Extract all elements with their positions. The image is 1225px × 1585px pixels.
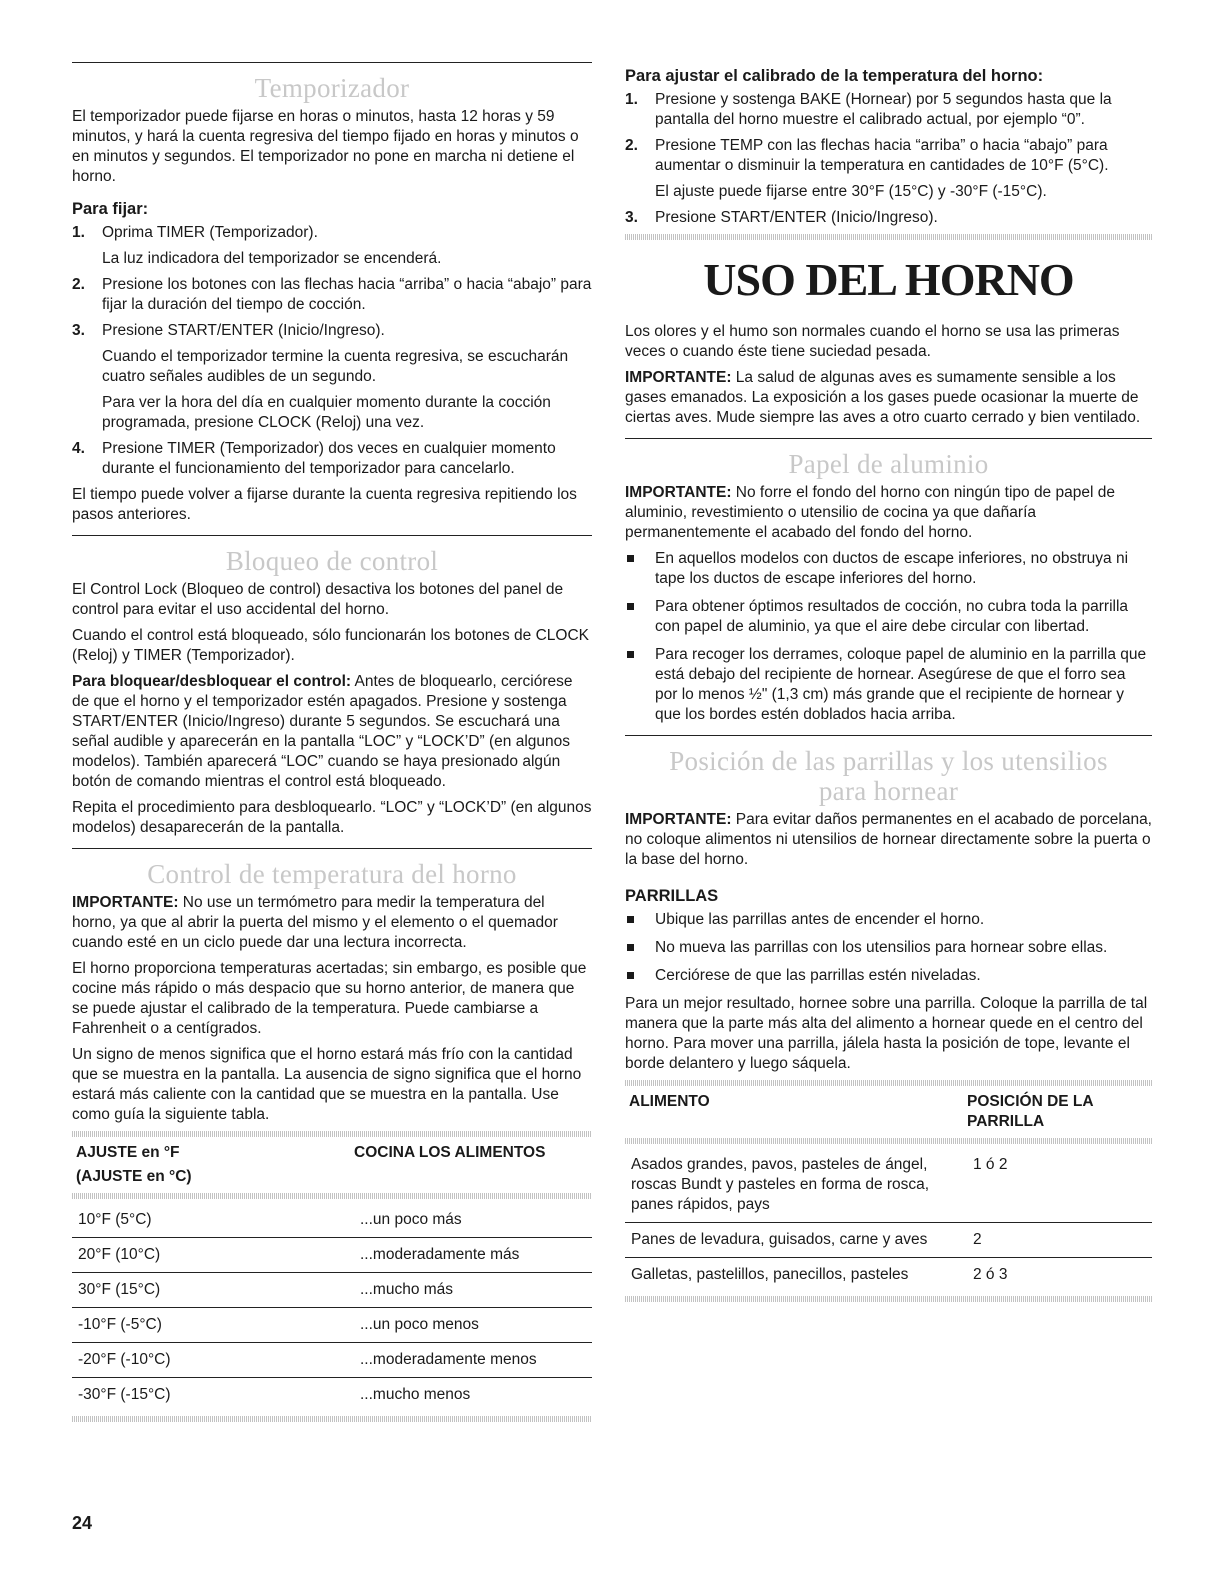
square-bullet-icon xyxy=(627,603,634,610)
lock-p4: Repita el procedimiento para desbloquearlo. “LOC” y “LOCK’D” (en algunos modelos) desaparecerán de la pantalla. xyxy=(72,799,592,836)
main-title: USO DEL HORNO xyxy=(703,254,1074,305)
left-column xyxy=(72,62,592,1426)
section-title-lock: Bloqueo de control xyxy=(225,546,439,576)
temp-table-header-setting xyxy=(72,1141,350,1189)
step-item xyxy=(72,275,592,315)
step-text: Presione y sostenga BAKE (Hornear) por 5 segundos hasta que la pantalla del horno muestre el calibrado actual, por ejemplo “0”. xyxy=(655,91,1112,128)
table-cell: ...un poco más xyxy=(354,1203,592,1238)
temp-p1-rest: No use un termómetro para medir la temperatura del horno, ya que al abrir la puerta del mismo y el elemento o el quemador cuando esté en un ciclo puede dar una lectura incorrecta. xyxy=(72,894,558,951)
temp-p1 xyxy=(72,893,592,953)
table-row xyxy=(72,1273,592,1308)
use-p1: Los olores y el humo son normales cuando el horno se usa las primeras veces o cuando éste tiene suciedad pesada. xyxy=(625,323,1120,360)
header-f: AJUSTE en °F xyxy=(76,1144,180,1161)
timer-steps xyxy=(72,223,592,479)
table-cell: Panes de levadura, guisados, carne y aves xyxy=(625,1223,967,1258)
rack-table-header-position: POSICIÓN DE LA PARRILLA xyxy=(967,1093,1094,1130)
section-title-timer: Temporizador xyxy=(254,73,410,103)
bullet-text: Para recoger los derrames, coloque papel de aluminio en la parrilla que está debajo del recipiente de hornear. Asegúrese de que el forro sea por lo menos ½" (1,3 cm) más grande que el recipiente de hornear y que los bordes estén doblados hacia arriba. xyxy=(655,646,1147,723)
table-cell: ...mucho menos xyxy=(360,1386,471,1403)
timer-intro: El temporizador puede fijarse en horas o minutos, hasta 12 horas y 59 minutos, y hará la cuenta regresiva del tiempo fijado en horas y minutos o en minutos y segundos. El temporizador no pone en marcha ni detiene el horno. xyxy=(72,108,579,185)
temp-p1-bold: IMPORTANTE: xyxy=(72,894,179,911)
square-bullet-icon xyxy=(627,916,634,923)
stipple-divider xyxy=(72,1416,592,1422)
table-row xyxy=(72,1238,592,1273)
step-item xyxy=(625,136,1152,202)
racks-p1 xyxy=(625,810,1152,870)
temperature-table xyxy=(72,1141,592,1189)
use-p2-bold: IMPORTANTE: xyxy=(625,369,732,386)
lock-p3-bold: Para bloquear/desbloquear el control: xyxy=(72,673,352,690)
bullet-item xyxy=(625,966,1152,986)
foil-p1 xyxy=(625,483,1152,543)
foil-bullets xyxy=(625,549,1152,725)
divider xyxy=(625,735,1152,736)
table-cell: Asados grandes, pavos, pasteles de ángel, roscas Bundt y pasteles en forma de rosca, panes rápidos, pays xyxy=(625,1148,967,1223)
table-cell: 1 ó 2 xyxy=(967,1148,1152,1223)
bullet-text: No mueva las parrillas con los utensilios para hornear sobre ellas. xyxy=(655,939,1108,956)
bullet-item xyxy=(625,549,1152,589)
table-cell: 20°F (10°C) xyxy=(72,1238,354,1273)
bullet-text: Ubique las parrillas antes de encender el horno. xyxy=(655,911,985,928)
stipple-divider xyxy=(625,1080,1152,1086)
table-cell: 30°F (15°C) xyxy=(72,1273,354,1308)
racks-p2: Para un mejor resultado, hornee sobre una parrilla. Coloque la parrilla de tal manera que la parte más alta del alimento a hornear quede en el centro del horno. Para mover una parrilla, jálela hasta la posición de tope, levante el borde delantero y luego sáquela. xyxy=(625,995,1148,1072)
bullet-item xyxy=(625,910,1152,930)
step-number: 4. xyxy=(72,440,85,457)
racks-subheading: PARRILLAS xyxy=(625,887,719,905)
square-bullet-icon xyxy=(627,944,634,951)
table-cell: ...un poco menos xyxy=(354,1308,592,1343)
step-text: Presione TIMER (Temporizador) dos veces en cualquier momento durante el funcionamiento del temporizador para cancelarlo. xyxy=(102,440,556,477)
step-number: 2. xyxy=(625,137,638,154)
section-title-temp: Control de temperatura del horno xyxy=(147,859,517,889)
temperature-table-body xyxy=(72,1203,592,1412)
step-text: Presione START/ENTER (Inicio/Ingreso). xyxy=(655,209,938,226)
divider xyxy=(625,438,1152,439)
page-number: 24 xyxy=(72,1513,93,1533)
temp-p3: Un signo de menos significa que el horno estará más frío con la cantidad que se muestra en la pantalla. La ausencia de signo significa que el horno estará más caliente con la cantidad que se muestra en la pantalla. Use como guía la siguiente tabla. xyxy=(72,1046,582,1123)
racks-p1-bold: IMPORTANTE: xyxy=(625,811,732,828)
step-item xyxy=(625,208,1152,228)
step-number: 1. xyxy=(72,224,85,241)
temp-p2: El horno proporciona temperaturas acertadas; sin embargo, es posible que cocine más rápido o más despacio que su horno anterior, de manera que se puede ajustar el calibrado de la temperatura. Puede cambiarse a Fahrenheit o a centígrados. xyxy=(72,960,587,1037)
lock-p3-rest: Antes de bloquearlo, cerciórese de que el horno y el temporizador estén apagados. Presione y sostenga START/ENTER (Inicio/Ingreso) durante 5 segundos. Se escuchará una señal audible y aparecerán en la pantalla “LOC” y “LOCK’D” (en algunos modelos). También aparecerá “LOC” cuando se haya presionado algún botón de comando mientras el control está bloqueado. xyxy=(72,673,573,790)
table-row xyxy=(72,1343,592,1378)
rack-bullets xyxy=(625,910,1152,986)
timer-closing: El tiempo puede volver a fijarse durante la cuenta regresiva repitiendo los pasos anteriores. xyxy=(72,486,577,523)
step-item xyxy=(72,321,592,433)
table-cell: Galletas, pastelillos, panecillos, pasteles xyxy=(631,1266,909,1283)
header-c: (AJUSTE en °C) xyxy=(76,1168,192,1185)
step-text: Presione START/ENTER (Inicio/Ingreso). xyxy=(102,322,385,339)
stipple-divider xyxy=(72,1131,592,1137)
step-text: Presione los botones con las flechas hacia “arriba” o hacia “abajo” para fijar la duración del tiempo de cocción. xyxy=(102,276,592,313)
stipple-divider xyxy=(72,1193,592,1199)
table-cell: ...moderadamente menos xyxy=(354,1343,592,1378)
lock-p2: Cuando el control está bloqueado, sólo funcionarán los botones de CLOCK (Reloj) y TIMER (Temporizador). xyxy=(72,627,590,664)
table-row xyxy=(72,1203,592,1238)
step-item xyxy=(625,90,1152,130)
lock-p1: El Control Lock (Bloqueo de control) desactiva los botones del panel de control para evitar el uso accidental del horno. xyxy=(72,581,564,618)
table-cell: ...moderadamente más xyxy=(354,1238,592,1273)
step-text: Para ver la hora del día en cualquier momento durante la cocción programada, presione CLOCK (Reloj) una vez. xyxy=(102,394,551,431)
step-text: El ajuste puede fijarse entre 30°F (15°C) y -30°F (-15°C). xyxy=(655,183,1047,200)
divider xyxy=(72,535,592,536)
rack-table-header-food: ALIMENTO xyxy=(629,1093,710,1110)
temp-table-header-cooks: COCINA LOS ALIMENTOS xyxy=(354,1144,546,1161)
table-row xyxy=(72,1378,592,1413)
step-number: 3. xyxy=(625,209,638,226)
right-column xyxy=(625,66,1152,1306)
rack-table-body xyxy=(625,1148,1152,1292)
table-cell: -10°F (-5°C) xyxy=(72,1308,354,1343)
lock-p3 xyxy=(72,672,592,792)
bullet-text: Cerciórese de que las parrillas estén niveladas. xyxy=(655,967,981,984)
square-bullet-icon xyxy=(627,651,634,658)
table-cell: 2 ó 3 xyxy=(973,1266,1008,1283)
bullet-item xyxy=(625,597,1152,637)
bullet-text: Para obtener óptimos resultados de cocción, no cubra toda la parrilla con papel de aluminio, ya que el aire debe circular con libertad. xyxy=(655,598,1129,635)
divider xyxy=(72,848,592,849)
square-bullet-icon xyxy=(627,972,634,979)
table-row xyxy=(72,1308,592,1343)
table-row xyxy=(625,1258,1152,1293)
table-cell: -20°F (-10°C) xyxy=(72,1343,354,1378)
stipple-divider xyxy=(625,1296,1152,1302)
section-title-racks: Posición de las parrillas y los utensilios para hornear xyxy=(669,746,1108,806)
bullet-item xyxy=(625,645,1152,725)
step-item xyxy=(72,439,592,479)
table-row xyxy=(625,1148,1152,1223)
table-cell: 10°F (5°C) xyxy=(72,1203,354,1238)
table-cell: 2 xyxy=(967,1223,1152,1258)
square-bullet-icon xyxy=(627,555,634,562)
set-heading: Para fijar: xyxy=(72,200,149,218)
foil-p1-bold: IMPORTANTE: xyxy=(625,484,732,501)
calib-steps xyxy=(625,90,1152,228)
step-text: La luz indicadora del temporizador se encenderá. xyxy=(102,250,442,267)
step-item xyxy=(72,223,592,269)
step-text: Presione TEMP con las flechas hacia “arriba” o hacia “abajo” para aumentar o disminuir la temperatura en cantidades de 10°F (5°C). xyxy=(655,137,1109,174)
use-p2-rest: La salud de algunas aves es sumamente sensible a los gases emanados. La exposición a los gases puede ocasionar la muerte de ciertas aves. Mude siempre las aves a otro cuarto cerrado y bien ventilado. xyxy=(625,369,1141,426)
step-text: Oprima TIMER (Temporizador). xyxy=(102,224,318,241)
rack-table xyxy=(625,1090,1152,1134)
use-p2 xyxy=(625,368,1152,428)
table-cell: ...mucho más xyxy=(354,1273,592,1308)
stipple-divider xyxy=(625,1138,1152,1144)
bullet-item xyxy=(625,938,1152,958)
racks-p1-rest: Para evitar daños permanentes en el acabado de porcelana, no coloque alimentos ni utensilios de hornear directamente sobre la puerta o la base del horno. xyxy=(625,811,1152,868)
section-title-foil: Papel de aluminio xyxy=(788,449,989,479)
step-number: 2. xyxy=(72,276,85,293)
table-cell: -30°F (-15°C) xyxy=(78,1386,171,1403)
step-text: Cuando el temporizador termine la cuenta regresiva, se escucharán cuatro señales audibles de un segundo. xyxy=(102,348,569,385)
stipple-divider xyxy=(625,234,1152,240)
divider xyxy=(72,62,592,63)
bullet-text: En aquellos modelos con ductos de escape inferiores, no obstruya ni tape los ductos de escape inferiores del horno. xyxy=(655,550,1129,587)
calib-heading: Para ajustar el calibrado de la temperatura del horno: xyxy=(625,67,1044,85)
table-row xyxy=(625,1223,1152,1258)
foil-p1-rest: No forre el fondo del horno con ningún tipo de papel de aluminio, revestimiento o utensilio de cocina ya que dañaría permanentemente el acabado del fondo del horno. xyxy=(625,484,1115,541)
step-number: 1. xyxy=(625,91,638,108)
step-number: 3. xyxy=(72,322,85,339)
